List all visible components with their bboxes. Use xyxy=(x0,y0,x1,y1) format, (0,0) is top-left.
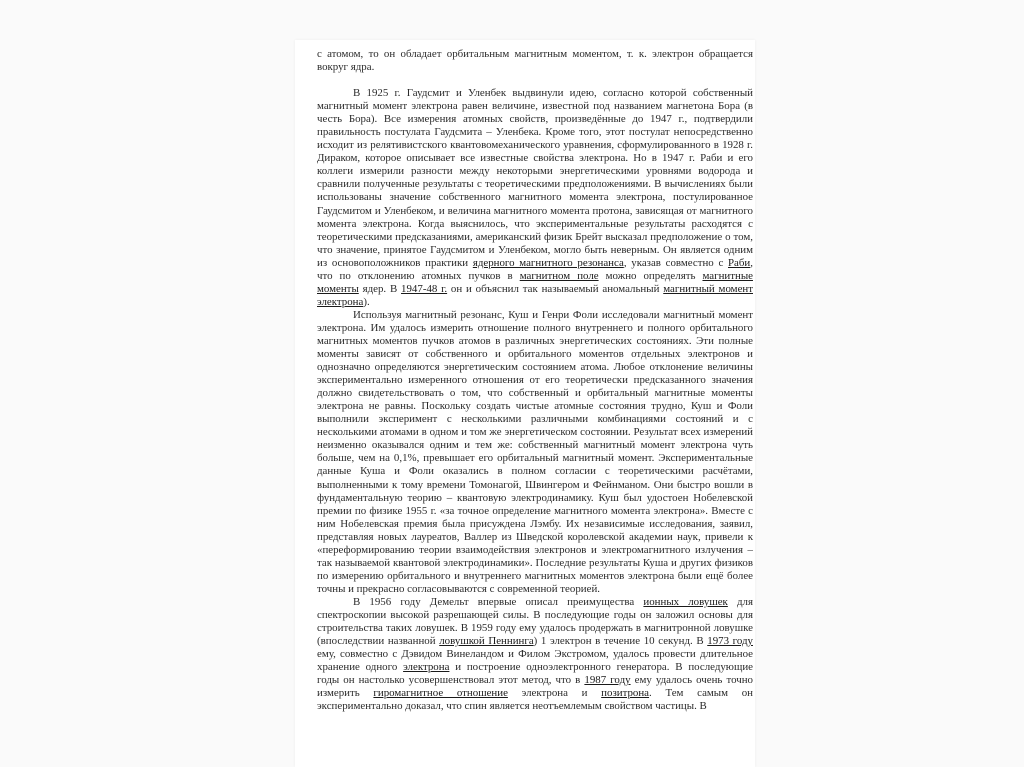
link-1987[interactable]: 1987 году xyxy=(584,674,631,687)
link-gyromagnetic-ratio[interactable]: гиромагнитное отношение xyxy=(373,687,508,700)
text-segment: Используя магнитный резонанс, Куш и Генри Фоли исследовали магнитный момент электрона. Им удалось измерить отношение полного внутреннего и полного орбитального магнитных моментов пучков атомов в различных энергетических состояниях. Эти полные моменты зависят от собственного и орбитального моментов отдельных электронов и однозначно определяются энергетическим состоянием атома. Любое отклонение величины экспериментально измеренного отношения от его теоретически предсказанного значения должно свидетельствовать о том, что собственный и орбитальный магнитные моменты электрона не равны. Поскольку создать чистые атомные состояния трудно, Куш и Фоли выполнили эксперимент с несколькими различными комбинациями состояний и с несколькими атомами в одном и том же энергетическом состоянии. Результат всех измерений неизменно оказывался одним и тем же: собственный магнитный момент электрона чуть больше, чем на 0,1%, превышает его орбитальный магнитный момент. Экспериментальные данные Куша и Фоли оказались в полном согласии с теоретическими расчётами, выполненными к тому времени Томонагой, Швингером и Фейнманом. Они быстро вошли в фундаментальную теорию – квантовую электродинамику. Куш был удостоен Нобелевской премии по физике 1955 г. «за точное определение магнитного момента электрона». Вместе с ним Нобелевская премия была присуждена Лэмбу. Их независимые исследования, заявил, представляя новых лауреатов, Валлер из Шведской королевской академии наук, привели к «переформированию теории взаимодействия электронов и электромагнитного излучения – так называемой квантовой электродинамики». Последние результаты Куша и других физиков по измерению орбитального и внутреннего магнитных моментов электрона были ещё более точны и прекрасно согласовываются с современной теорией. xyxy=(317,308,753,595)
paragraph-dehmelt xyxy=(317,596,753,713)
text-segment: для спектроскопии высокой разрешающей силы. В последующие годы он заложил основы для строительства таких ловушек. В 1959 году ему удалось продержать в магнитронной ловушке (впоследствии названной xyxy=(317,595,753,648)
link-1947-48[interactable]: 1947-48 г. xyxy=(401,282,448,295)
text-segment: ему, совместно с Дэвидом Винеландом и Филом Экстромом, удалось провести длительное хранение одного xyxy=(317,648,753,674)
link-magnetic-field[interactable]: магнитном поле xyxy=(519,269,599,282)
link-penning-trap[interactable]: ловушкой Пеннинга xyxy=(439,635,534,648)
link-electron-magnetic-moment[interactable]: магнитный момент электрона xyxy=(317,282,753,308)
text-segment: можно определять xyxy=(598,269,703,282)
document-text xyxy=(317,48,753,713)
text-segment: ). xyxy=(363,295,370,308)
link-1973[interactable]: 1973 году xyxy=(707,635,753,648)
paragraph-goudsmit-uhlenbeck xyxy=(317,87,753,309)
link-rabi[interactable]: Раби xyxy=(728,256,751,269)
text-segment: он и объяснил так называемый аномальный xyxy=(447,282,664,295)
text-segment: с атомом, то он обладает орбитальным магнитным моментом, т. к. электрон обращается вокруг ядра. xyxy=(317,48,753,74)
link-electron[interactable]: электрона xyxy=(403,661,450,674)
document-page xyxy=(295,40,755,767)
paragraph-intro-fragment xyxy=(317,48,753,74)
text-segment: , что по отклонению атомных пучков в xyxy=(317,256,753,282)
text-segment: ) 1 электрон в течение 10 секунд. В xyxy=(533,635,708,648)
link-nmr[interactable]: ядерного магнитного резонанса xyxy=(472,256,624,269)
link-magnetic-moments[interactable]: магнитные моменты xyxy=(317,269,753,295)
text-segment: ему удалось очень точно измерить xyxy=(317,674,753,700)
text-segment: и построение одноэлектронного генератора. В последующие годы он настолько усовершенствовал этот метод, что в xyxy=(317,661,753,687)
link-ion-traps[interactable]: ионных ловушек xyxy=(643,595,728,608)
link-positron[interactable]: позитрона xyxy=(601,687,650,700)
paragraph-kusch-foley xyxy=(317,309,753,596)
text-segment: В 1956 году Демельт впервые описал преимущества xyxy=(353,595,644,608)
text-segment: В 1925 г. Гаудсмит и Уленбек выдвинули идею, согласно которой собственный магнитный момент электрона равен величине, известной под названием магнетона Бора (в честь Бора). Все измерения атомных свойств, произведённые до 1947 г., подтвердили правильность постулата Гаудсмита – Уленбека. Кроме того, этот постулат непосредственно исходит из релятивистского квантовомеханического уравнения, сформулированного в 1928 г. Дираком, которое описывает все известные свойства электрона. Но в 1947 г. Раби и его коллеги измерили разности между некоторыми энергетическими уровнями водорода и сравнили полученные результаты с теоретическими предположениями. В вычислениях были использованы значение собственного магнитного момента электрона, постулированное Гаудсмитом и Уленбеком, и величина магнитного момента протона, зависящая от магнитного момента электрона. Когда выяснилось, что экспериментальные результаты расходятся с теоретическими предсказаниями, американский физик Брейт высказал предположение о том, что значение, принятое Гаудсмитом и Уленбеком, могло быть неверным. Он является одним из основоположников практики xyxy=(317,87,753,269)
text-segment: . Тем самым он экспериментально доказал, что спин является неотъемлемым свойством частицы. В xyxy=(317,687,753,713)
text-segment: ядер. В xyxy=(358,282,402,295)
text-segment: электрона и xyxy=(507,687,602,700)
text-segment: , указав совместно с xyxy=(623,256,728,269)
